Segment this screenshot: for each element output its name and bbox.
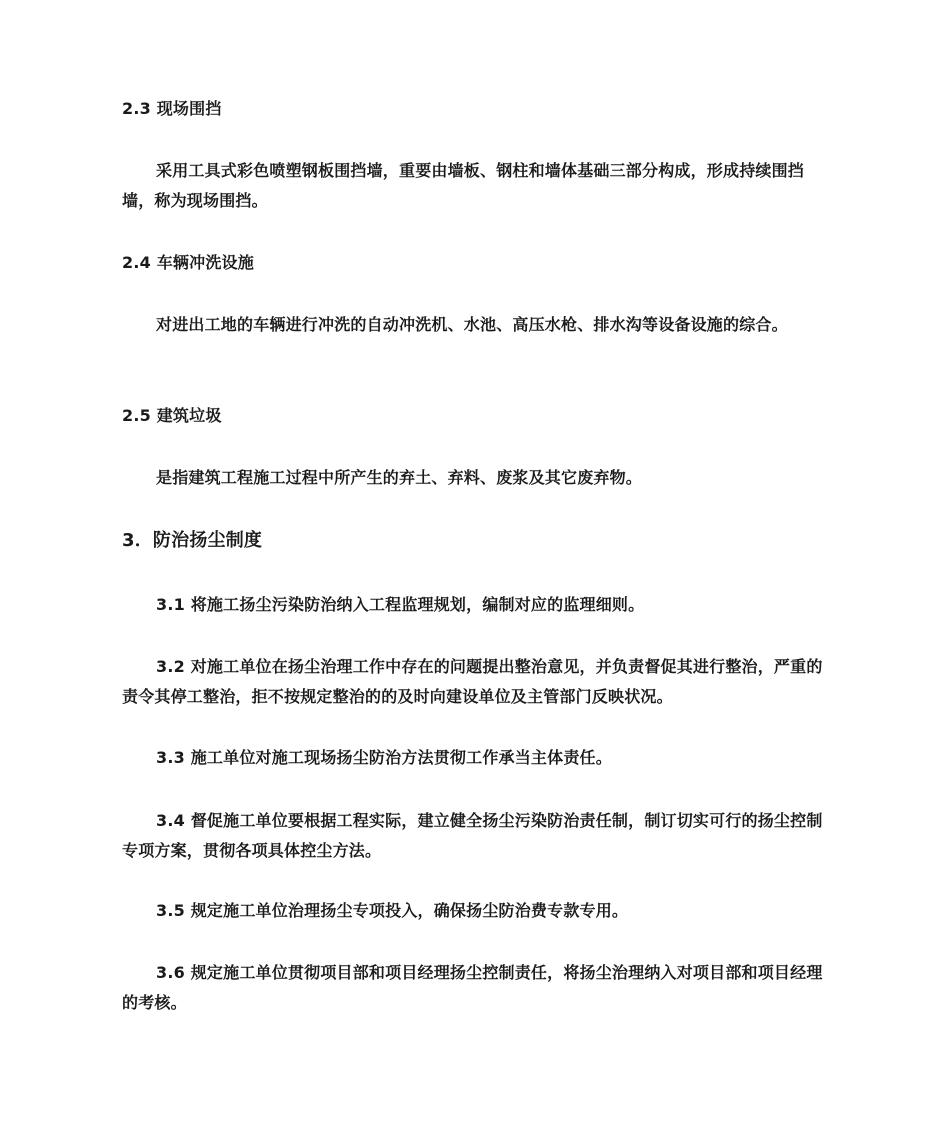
heading-3: 3．防治扬尘制度 (122, 530, 263, 551)
heading-2-5: 2.5 建筑垃圾 (122, 406, 222, 425)
paragraph-3-2: 3.2 对施工单位在扬尘治理工作中存在的问题提出整治意见，并负责督促其进行整治，严重的责令其停工整治，拒不按规定整治的的及时向建设单位及主管部门反映状况。 (122, 657, 823, 706)
paragraph-3-1: 3.1 将施工扬尘污染防治纳入工程监理规划，编制对应的监理细则。 (156, 595, 645, 614)
paragraph-3-6: 3.6 规定施工单位贯彻项目部和项目经理扬尘控制责任，将扬尘治理纳入对项目部和项目经理的考核。 (122, 963, 823, 1012)
paragraph-2-4: 对进出工地的车辆进行冲洗的自动冲洗机、水池、高压水枪、排水沟等设备设施的综合。 (156, 315, 788, 334)
paragraph-2-5: 是指建筑工程施工过程中所产生的弃土、弃料、废浆及其它废弃物。 (156, 468, 643, 487)
paragraph-3-4: 3.4 督促施工单位要根据工程实际，建立健全扬尘污染防治责任制，制订切实可行的扬尘控制专项方案，贯彻各项具体控尘方法。 (122, 811, 823, 860)
paragraph-2-3: 采用工具式彩色喷塑钢板围挡墙，重要由墙板、钢柱和墙体基础三部分构成，形成持续围挡墙，称为现场围挡。 (122, 161, 805, 210)
paragraph-3-5: 3.5 规定施工单位治理扬尘专项投入，确保扬尘防治费专款专用。 (156, 901, 629, 920)
paragraph-3-3: 3.3 施工单位对施工现场扬尘防治方法贯彻工作承当主体责任。 (156, 748, 612, 767)
heading-2-4: 2.4 车辆冲洗设施 (122, 253, 254, 272)
heading-2-3: 2.3 现场围挡 (122, 99, 222, 118)
